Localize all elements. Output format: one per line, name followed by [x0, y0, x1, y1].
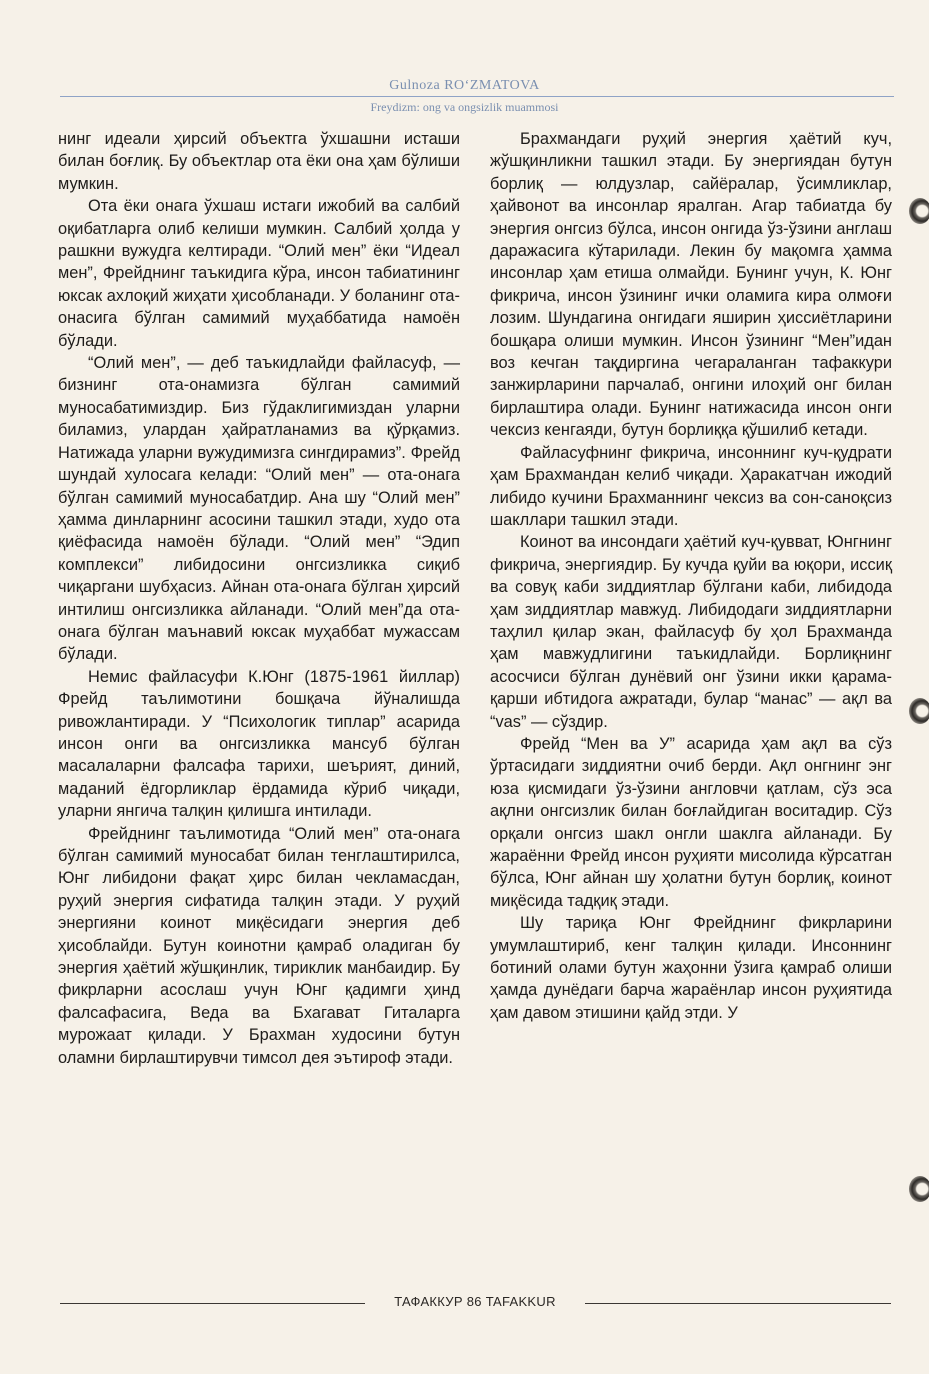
footer-divider-left [60, 1303, 365, 1304]
paragraph: Брахмандаги руҳий энергия ҳаётий куч, жўшқинликни ташкил этади. Бу энергиядан бутун борлиқ — юлдузлар, сайёралар, ўсимликлар, ҳайвонот ва инсонлар яралган. Агар табиатда бу энергия онгсиз бўлса, инсон онгида ўз-ўзини англаш даражасига кўтарилади. Лекин бу мақомга ҳамма инсонлар ҳам етиша олмайди. Бунинг учун, К. Юнг фикрича, инсон ўзининг ички оламига кира олмоғи лозим. Шундагина онгидаги яширин ҳиссиётларини бошқара олиши мумкин. Инсон ўзининг “Мен”идан воз кечган тақдиргина чегараланган тафаккури занжирларини парчалаб, онгини илоҳий онг билан бирлаштира олади. Бунинг натижасида инсон онги чексиз кенгаяди, бутун борлиққа қўшилиб кетади. [490, 130, 892, 440]
paragraph: нинг идеали ҳирсий объектга ўхшашни исташи билан боғлиқ. Бу объектлар ота ёки она ҳам бўлиши мумкин. [58, 130, 460, 193]
header-subtitle: Freydizm: ong va ongsizlik muammosi [370, 100, 559, 114]
header-author: Gulnoza RO‘ZMATOVA [389, 78, 540, 93]
paragraph: Файласуфнинг фикрича, инсоннинг куч-қудрати ҳам Брахмандан келиб чиқади. Ҳаракатчан ижодий либидо кучини Брахманнинг чексиз ва сон-саноқсиз шакллари ташкил этади. [490, 443, 892, 529]
paragraph: Коинот ва инсондаги ҳаётий куч-қувват, Юнгнинг фикрича, энергиядир. Бу кучда қуйи ва юқори, иссиқ ва совуқ каби зиддиятлар бўлгани каби, либидода ҳам зиддиятлар мавжуд. Либидодаги зиддиятларни таҳлил қилар экан, файласуф бу ҳол Брахманда ҳам мавжудлигини таъкидлайди. Борлиқнинг асосчиси бўлган дунёвий онг ўзини икки қарама-қарши ибтидога ажратади, булар “манас” — ақл ва “vas” — сўздир. [490, 533, 892, 731]
right-column [490, 128, 892, 1024]
paragraph: Ота ёки онага ўхшаш истаги ижобий ва салбий оқибатларга олиб келиши мумкин. Салбий ҳолда у рашкни вужудга келтиради. “Олий мен” ёки “Идеал мен”, Фрейднинг таъкидига кўра, инсон табиатининг юксак ахлоқий жиҳати ҳисобланади. У боланинг ота-онасига бўлган самимий муҳаббатида намоён бўлади. [58, 197, 460, 350]
punch-hole-icon [909, 1176, 929, 1202]
punch-hole-icon [909, 198, 929, 224]
paragraph: Фрейднинг таълимотида “Олий мен” ота-онага бўлган самимий муносабат билан тенглаштирилса, Юнг либидони фақат ҳирс билан чекламасдан, руҳий энергия сифатида талқин этади. У руҳий энергияни коинот миқёсидаги энергия деб ҳисоблайди. Бутун коинотни қамраб оладиган бу энергия ҳаётий жўшқинлик, тириклик манбаидир. Бу фикрларни асослаш учун Юнг қадимги ҳинд фалсафасига, Веда ва Бхагават Гиталарга мурожаат қилади. У Брахман худосини бутун оламни бирлаштирувчи тимсол дея эътироф этади. [58, 824, 460, 1067]
paragraph: Шу тариқа Юнг Фрейднинг фикрларини умумлаштириб, кенг талқин қилади. Инсоннинг ботиний олами бутун жаҳонни ўзига қамраб олиши ҳамда дунёдаги барча жараёнлар инсон руҳиятида ҳам давом этишини қайд этди. У [490, 914, 892, 1022]
paragraph: Немис файласуфи К.Юнг (1875-1961 йиллар) Фрейд таълимотини бошқача йўналишда ривожлантиради. У “Психологик типлар” асарида инсон онги ва онгсизликка мансуб бўлган масалаларни фалсафа тарихи, шеърият, диний, маданий ёдгорликлар ёрдамида кўриб чиқади, уларни янгича талқин қилишга интилади. [58, 667, 460, 821]
punch-hole-icon [909, 698, 929, 724]
footer-page-label: ТАФАККУР 86 TAFAKKUR [394, 1294, 556, 1309]
footer-divider-right [585, 1303, 891, 1304]
paragraph: Фрейд “Мен ва У” асарида ҳам ақл ва сўз ўртасидаги зиддиятни очиб берди. Ақл онгнинг энг юза қисмидаги ўз-ўзини англовчи қатлам, сўз эса ақлни онгсизлик билан боғлайдиган воситадир. Сўз орқали онгсиз шакл онгли шаклга айланади. Бу жараённи Фрейд инсон руҳияти мисолида кўрсатган бўлса, Юнг айнан шу ҳолатни бутун борлиқ, коинот миқёсида тадқиқ этади. [490, 734, 892, 910]
left-column [58, 128, 460, 1069]
paragraph: “Олий мен”, — деб таъкидлайди файласуф, — бизнинг ота-онамизга бўлган самимий муносабатимиздир. Биз гўдаклигимиздан уларни биламиз, улардан ҳайратланамиз ва қўрқамиз. Натижада уларни вужудимизга сингдирамиз”. Фрейд шундай хулосага келади: “Олий мен” — ота-онага бўлган самимий муносабатдир. Ана шу “Олий мен” ҳамма динларнинг асосини ташкил этади, худо ота қиёфасида намоён бўлади. “Олий мен” “Эдип комплекси” либидосини онгсизликка сиқиб чиқаргани шубҳасиз. Айнан ота-онага бўлган ҳирсий интилиш онгсизликка айланади. “Олий мен”да ота-онага бўлган маънавий юксак муҳаббат мужассам бўлади. [58, 354, 460, 664]
header-divider [60, 96, 894, 97]
